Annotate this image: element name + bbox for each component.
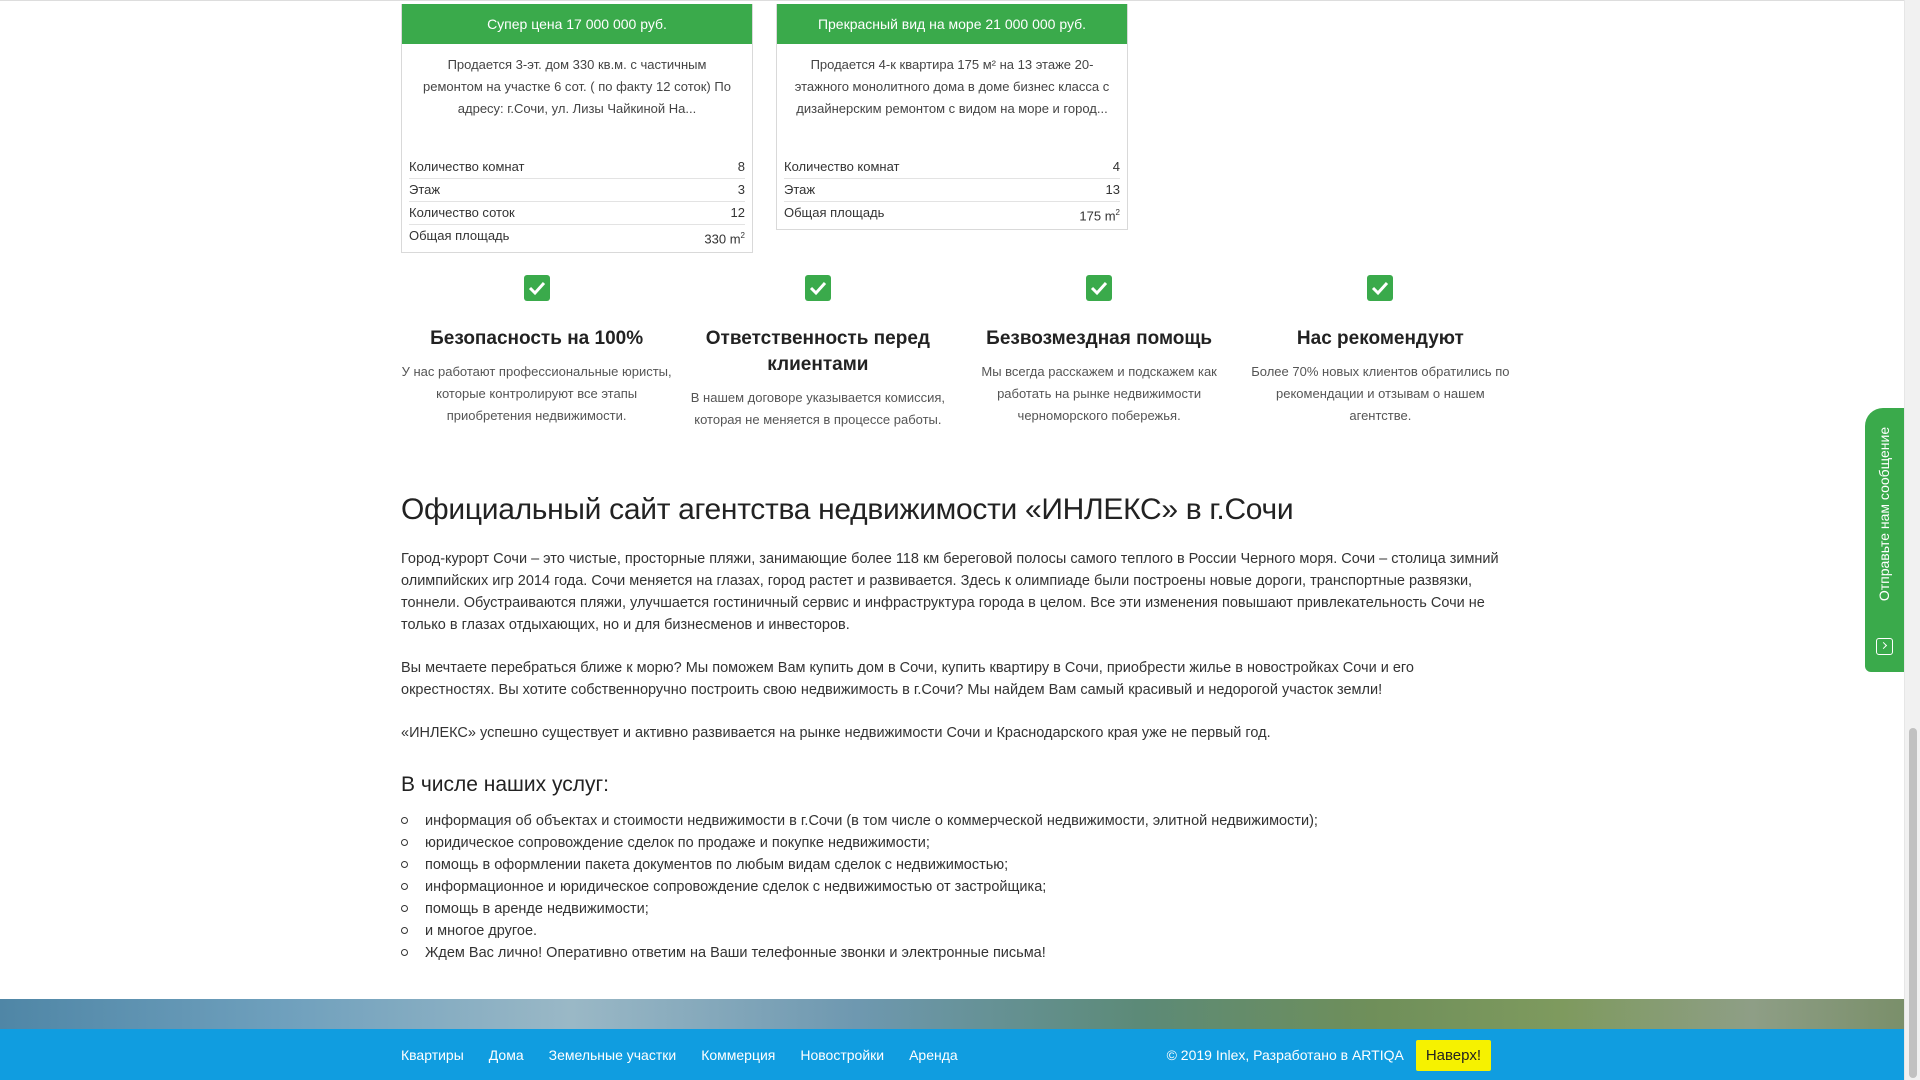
spec-value [1079, 202, 1120, 225]
services-heading: В числе наших услуг: [401, 773, 609, 796]
footer-link-rent[interactable]: Аренда [909, 1047, 958, 1063]
feature-title: Безопасность на 100% [430, 328, 644, 349]
area-unit-sup: 2 [1115, 208, 1120, 217]
footer-link-houses[interactable]: Дома [488, 1047, 524, 1063]
card-specs [402, 156, 752, 252]
area-unit-sup: 2 [740, 231, 745, 240]
property-card[interactable] [776, 4, 1128, 230]
feature-item [677, 271, 958, 431]
card-title[interactable]: Прекрасный вид на море 21 000 000 руб. [777, 4, 1127, 44]
spec-label: Этаж [409, 182, 441, 197]
area-value: 175 m [1079, 208, 1116, 224]
spec-value: 12 [730, 205, 745, 220]
footer-link-apartments[interactable]: Квартиры [401, 1047, 464, 1063]
spec-label: Количество соток [409, 205, 515, 220]
spec-row [784, 156, 1120, 179]
spec-row [784, 202, 1120, 225]
spec-row [409, 156, 745, 179]
checkmark-icon [1086, 275, 1112, 301]
spec-row [409, 225, 745, 248]
card-description: Продается 4-к квартира 175 м² на 13 этаже 20-этажного монолитного дома в доме бизнес класса с дизайнерским ремонтом с видом на море и город... [794, 57, 1110, 116]
copyright: © 2019 Inlex, Разработано в ARTIQA [1166, 1047, 1404, 1063]
feature-item [396, 271, 677, 431]
feature-item [959, 271, 1240, 431]
paragraph: «ИНЛЕКС» успешно существует и активно развивается на рынке недвижимости Сочи и Краснодарского края уже не первый год. [401, 725, 1271, 741]
footer [0, 1029, 1904, 1080]
list-item: Ждем Вас лично! Оперативно ответим на Ваши телефонные звонки и электронные письма! [401, 942, 1511, 964]
spec-value [704, 225, 745, 248]
list-item: юридическое сопровождение сделок по продаже и покупке недвижимости; [401, 832, 1511, 854]
footer-link-land[interactable]: Земельные участки [548, 1047, 677, 1063]
feature-text: У нас работают профессиональные юристы, которые контролируют все этапы приобретения недвижимости. [401, 364, 672, 423]
spec-value: 3 [737, 182, 745, 197]
feature-text: В нашем договоре указывается комиссия, которая не меняется в процессе работы. [690, 390, 945, 427]
spec-label: Общая площадь [409, 228, 510, 243]
feature-title: Безвозмездная помощь [986, 328, 1213, 349]
footer-landscape-image [0, 999, 1904, 1029]
widget-label: Отправьте нам сообщение [1876, 426, 1893, 602]
list-item: информационное и юридическое сопровождение сделок с недвижимостью от застройщика; [401, 876, 1511, 898]
scrollbar-thumb[interactable] [1909, 728, 1917, 1078]
scroll-top-button[interactable]: Наверх! [1416, 1040, 1491, 1071]
page-heading: Официальный сайт агентства недвижимости «ИНЛЕКС» в г.Сочи [401, 493, 1294, 526]
card-description: Продается 3-эт. дом 330 кв.м. с частичным ремонтом на участке 6 сот. ( по факту 12 соток) По адресу: г.Сочи, ул. Лизы Чайкиной На... [423, 57, 731, 116]
spec-row [409, 179, 745, 202]
send-message-widget[interactable] [1865, 408, 1904, 672]
feature-text: Более 70% новых клиентов обратились по рекомендации и отзывам о нашем агентстве. [1251, 364, 1510, 423]
list-item: информация об объектах и стоимости недвижимости в г.Сочи (в том числе о коммерческой недвижимости, элитной недвижимости); [401, 810, 1511, 832]
list-item: помощь в аренде недвижимости; [401, 898, 1511, 920]
spec-value: 8 [737, 159, 745, 174]
footer-nav [401, 1029, 958, 1080]
spec-row [409, 202, 745, 225]
spec-label: Общая площадь [784, 205, 885, 220]
features-section [396, 271, 1521, 431]
property-card[interactable] [401, 4, 753, 253]
feature-text: Мы всегда расскажем и подскажем как работать на рынке недвижимости черноморского побережья. [981, 364, 1217, 423]
spec-label: Этаж [784, 182, 816, 197]
spec-label: Количество комнат [784, 159, 900, 174]
services-list [401, 810, 1511, 964]
footer-link-commercial[interactable]: Коммерция [701, 1047, 776, 1063]
card-title[interactable]: Супер цена 17 000 000 руб. [402, 4, 752, 44]
footer-link-new-buildings[interactable]: Новостройки [800, 1047, 885, 1063]
area-value: 330 m [704, 231, 741, 247]
list-item: и многое другое. [401, 920, 1511, 942]
spec-label: Количество комнат [409, 159, 525, 174]
checkmark-icon [1367, 275, 1393, 301]
paragraph: Вы мечтаете перебраться ближе к морю? Мы поможем Вам купить дом в Сочи, купить квартиру в Сочи, приобрести жилье в новостройках Сочи и его окрестностях. Вы хотите собственноручно построить свою недвижимость в г.Сочи? Мы найдем Вам самый красивый и недорогой участок земли! [401, 660, 1414, 698]
feature-title: Ответственность перед клиентами [705, 328, 930, 375]
feature-title: Нас рекомендуют [1296, 328, 1464, 349]
spec-value: 13 [1105, 182, 1120, 197]
spec-value: 4 [1112, 159, 1120, 174]
list-item: помощь в оформлении пакета документов по любым видам сделок с недвижимостью; [401, 854, 1511, 876]
paragraph: Город-курорт Сочи – это чистые, просторные пляжи, занимающие более 118 км береговой полосы самого теплого в России Черного моря. Сочи – столица зимний олимпийских игр 2014 года. Сочи меняется на глазах, город растет и развивается. Здесь к олимпиаде были построены новые дороги, транспортные развязки, тоннели. Обустраиваются пляжи, улучшается гостиничный сервис и инфраструктура города в целом. Все эти изменения повышают привлекательность Сочи не только в глазах отдыхающих, но и для бизнесменов и инвесторов. [401, 551, 1499, 633]
card-specs [777, 156, 1127, 229]
feature-item [1240, 271, 1521, 431]
checkmark-icon [524, 275, 550, 301]
checkmark-icon [805, 275, 831, 301]
about-section [401, 493, 1511, 964]
spec-row [784, 179, 1120, 202]
scrollbar[interactable] [1904, 0, 1920, 1080]
expand-icon[interactable] [1876, 638, 1893, 655]
footer-right [1167, 1029, 1491, 1080]
